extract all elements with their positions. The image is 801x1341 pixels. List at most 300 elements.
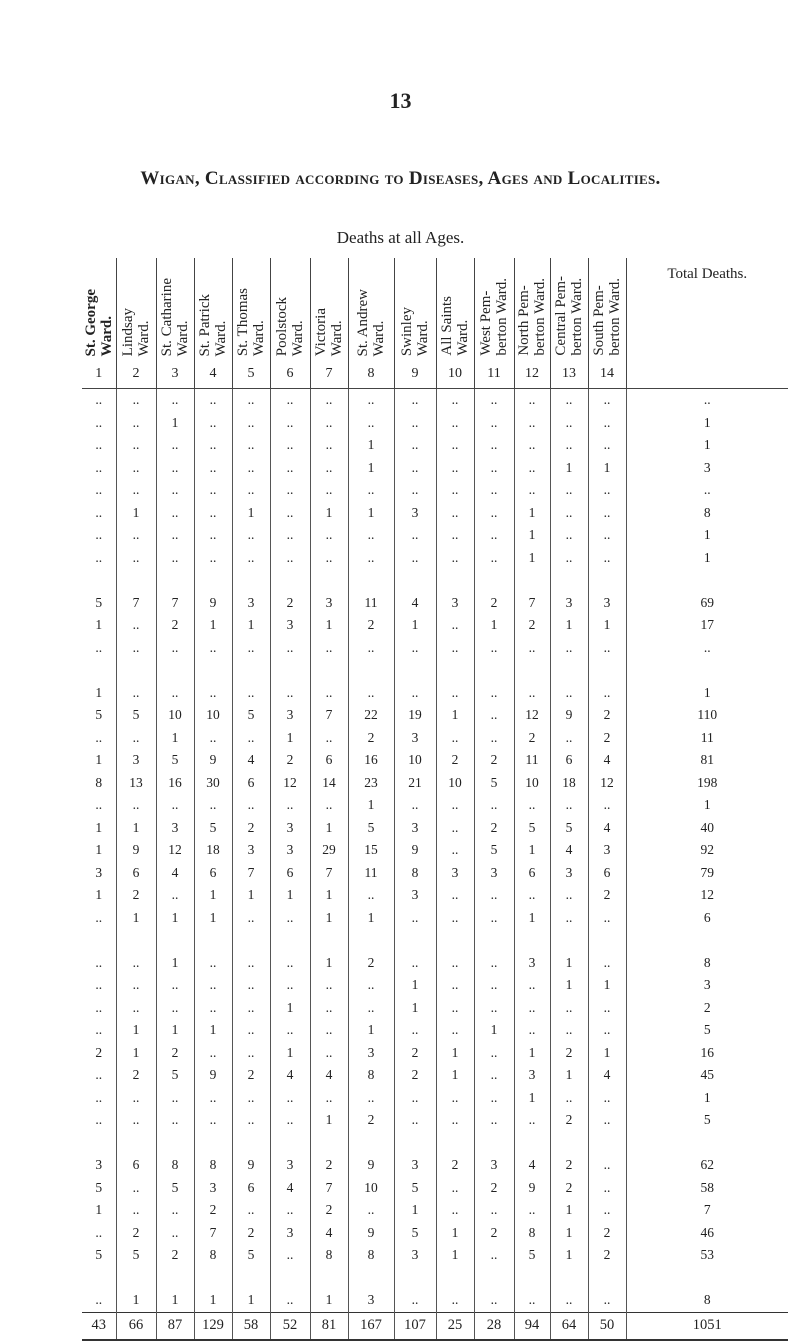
data-cell: .. (82, 1289, 116, 1312)
data-cell: .. (82, 1222, 116, 1245)
data-cell: .. (348, 412, 394, 435)
data-cell (270, 569, 310, 592)
data-cell: 3 (348, 1042, 394, 1065)
data-cell: .. (394, 1289, 436, 1312)
data-cell: 1 (310, 884, 348, 907)
data-cell: 1 (82, 682, 116, 705)
data-cell: .. (474, 389, 514, 412)
data-cell: 3 (232, 592, 270, 615)
data-cell: 2 (348, 727, 394, 750)
data-cell (588, 929, 626, 952)
data-cell: 9 (232, 1154, 270, 1177)
total-cell: 62 (700, 1157, 714, 1173)
data-cell: .. (270, 1244, 310, 1267)
data-cell (232, 569, 270, 592)
data-cell: 1 (232, 614, 270, 637)
data-cell: .. (474, 547, 514, 570)
data-cell: 4 (588, 817, 626, 840)
data-cell: 8 (310, 1244, 348, 1267)
data-cell: 2 (394, 1042, 436, 1065)
data-cell (310, 929, 348, 952)
data-cell: .. (474, 1042, 514, 1065)
data-cell (232, 1132, 270, 1155)
data-cell: .. (436, 1019, 474, 1042)
data-cell: .. (156, 1199, 194, 1222)
table-row (82, 704, 788, 727)
data-cell: .. (588, 1199, 626, 1222)
data-cell: .. (436, 1199, 474, 1222)
data-cell: 1 (348, 1019, 394, 1042)
data-cell: 3 (270, 704, 310, 727)
data-cell: .. (310, 457, 348, 480)
data-cell: .. (348, 1199, 394, 1222)
data-cell: 23 (348, 772, 394, 795)
data-cell (116, 569, 156, 592)
data-cell: .. (550, 547, 588, 570)
data-cell (82, 1132, 116, 1155)
column-header-ward-7 (310, 258, 348, 389)
data-cell: .. (588, 682, 626, 705)
table-subtitle: Deaths at all Ages. (336, 228, 465, 247)
data-cell: .. (156, 682, 194, 705)
data-cell: .. (232, 1087, 270, 1110)
data-cell: .. (232, 1109, 270, 1132)
data-cell: 2 (474, 1222, 514, 1245)
data-cell: 4 (394, 592, 436, 615)
data-cell: 1 (82, 839, 116, 862)
data-cell: 1 (232, 502, 270, 525)
data-cell: 4 (310, 1064, 348, 1087)
data-cell: 5 (156, 749, 194, 772)
data-cell: 3 (514, 952, 550, 975)
data-cell: 3 (232, 839, 270, 862)
data-cell: 1 (550, 974, 588, 997)
data-cell: .. (156, 457, 194, 480)
data-cell: 7 (156, 592, 194, 615)
data-cell: .. (394, 457, 436, 480)
column-header-ward-13 (550, 258, 588, 389)
data-cell: 3 (270, 614, 310, 637)
data-cell: 2 (436, 749, 474, 772)
data-cell: .. (194, 1042, 232, 1065)
data-cell (394, 569, 436, 592)
data-cell: .. (588, 907, 626, 930)
data-cell (310, 569, 348, 592)
data-cell (436, 1267, 474, 1290)
data-cell: 8 (514, 1222, 550, 1245)
data-cell: 1 (270, 884, 310, 907)
data-cell: .. (232, 637, 270, 660)
data-cell: .. (156, 974, 194, 997)
data-cell: 1 (116, 1019, 156, 1042)
data-cell: 5 (514, 1244, 550, 1267)
total-cell: 3 (703, 977, 711, 993)
data-cell (474, 1267, 514, 1290)
data-cell: 2 (550, 1154, 588, 1177)
data-cell: .. (588, 547, 626, 570)
total-cell: 92 (700, 842, 714, 858)
table-row (82, 389, 788, 412)
data-cell: .. (474, 682, 514, 705)
data-cell: 4 (588, 749, 626, 772)
data-cell: .. (116, 1109, 156, 1132)
data-cell: 14 (310, 772, 348, 795)
data-cell: 1 (82, 884, 116, 907)
data-cell: 10 (514, 772, 550, 795)
ward-number: 2 (132, 366, 140, 381)
data-cell: .. (588, 1109, 626, 1132)
total-cell: 81 (700, 752, 714, 768)
data-cell: 3 (82, 1154, 116, 1177)
table-row (82, 547, 788, 570)
table-row (82, 1019, 788, 1042)
data-cell: .. (394, 479, 436, 502)
total-cell: 8 (703, 954, 711, 970)
data-cell: 9 (194, 1064, 232, 1087)
data-cell (232, 659, 270, 682)
data-cell: .. (514, 884, 550, 907)
total-cell: 6 (703, 909, 711, 925)
data-cell: .. (550, 682, 588, 705)
table-row (82, 524, 788, 547)
data-cell (310, 1132, 348, 1155)
data-cell: .. (232, 682, 270, 705)
data-cell: 3 (514, 1064, 550, 1087)
data-cell: .. (474, 637, 514, 660)
data-cell: .. (194, 794, 232, 817)
data-cell: .. (82, 907, 116, 930)
data-cell (514, 569, 550, 592)
data-cell: 1 (550, 1199, 588, 1222)
data-cell: .. (588, 479, 626, 502)
data-cell: 1 (550, 1064, 588, 1087)
table-row (82, 727, 788, 750)
ward-name: Lindsay Ward. (120, 307, 152, 356)
data-cell: 1 (436, 704, 474, 727)
data-cell (436, 1132, 474, 1155)
data-cell: .. (474, 727, 514, 750)
total-cell: 53 (700, 1247, 714, 1263)
data-cell: 2 (588, 727, 626, 750)
ward-name: Victoria Ward. (313, 307, 345, 356)
table-row (82, 434, 788, 457)
data-cell (394, 1267, 436, 1290)
data-cell: .. (82, 412, 116, 435)
data-cell: 2 (348, 1109, 394, 1132)
data-cell (194, 929, 232, 952)
data-cell: .. (310, 389, 348, 412)
data-cell (550, 1267, 588, 1290)
total-cell: 5 (703, 1022, 711, 1038)
data-cell (550, 569, 588, 592)
data-cell: .. (514, 389, 550, 412)
data-cell: .. (156, 524, 194, 547)
data-cell: 1 (348, 907, 394, 930)
data-cell: .. (82, 502, 116, 525)
data-cell: 1 (194, 1019, 232, 1042)
ward-number: 6 (286, 366, 294, 381)
data-cell: .. (232, 524, 270, 547)
data-cell: 10 (194, 704, 232, 727)
total-cell: 17 (700, 617, 714, 633)
data-cell: 13 (116, 772, 156, 795)
data-cell: 11 (348, 592, 394, 615)
data-cell: 1 (514, 502, 550, 525)
data-cell: .. (436, 884, 474, 907)
total-cell: .. (703, 392, 711, 408)
data-cell: .. (310, 682, 348, 705)
data-cell: .. (116, 1177, 156, 1200)
data-cell: .. (436, 637, 474, 660)
data-cell (270, 929, 310, 952)
data-cell: 5 (232, 704, 270, 727)
data-cell: .. (588, 794, 626, 817)
column-header-ward-8 (348, 258, 394, 389)
data-cell: .. (514, 682, 550, 705)
data-cell: 12 (514, 704, 550, 727)
data-cell: .. (116, 997, 156, 1020)
data-cell: .. (116, 952, 156, 975)
data-cell: 1 (270, 727, 310, 750)
data-cell: .. (310, 1087, 348, 1110)
column-total: 81 (310, 1312, 348, 1340)
ward-name: Central Pem- berton Ward. (553, 276, 585, 356)
table-row (82, 1177, 788, 1200)
data-cell: .. (514, 479, 550, 502)
data-cell: .. (436, 614, 474, 637)
table-row (82, 1222, 788, 1245)
data-cell: .. (348, 479, 394, 502)
column-total: 43 (82, 1312, 116, 1340)
data-cell: .. (156, 479, 194, 502)
data-cell: 5 (474, 772, 514, 795)
total-cell: .. (703, 482, 711, 498)
data-cell (550, 929, 588, 952)
data-cell: .. (310, 434, 348, 457)
data-cell: .. (156, 997, 194, 1020)
data-cell: 1 (514, 1042, 550, 1065)
total-cell: 1 (703, 414, 711, 430)
data-cell: .. (550, 1019, 588, 1042)
column-total: 64 (550, 1312, 588, 1340)
data-cell: .. (194, 727, 232, 750)
data-cell: 5 (156, 1177, 194, 1200)
column-header-ward-11 (474, 258, 514, 389)
data-cell: 1 (436, 1244, 474, 1267)
data-cell: 2 (232, 817, 270, 840)
data-cell: .. (588, 502, 626, 525)
data-cell: .. (394, 952, 436, 975)
column-header-ward-9 (394, 258, 436, 389)
data-cell: .. (194, 637, 232, 660)
data-cell: .. (270, 524, 310, 547)
data-cell: .. (394, 524, 436, 547)
data-cell: 6 (232, 1177, 270, 1200)
data-cell: .. (436, 952, 474, 975)
data-cell: .. (474, 524, 514, 547)
table-row (82, 614, 788, 637)
data-cell: .. (550, 1087, 588, 1110)
table-row (82, 862, 788, 885)
total-cell: 16 (700, 1044, 714, 1060)
data-cell: .. (474, 1064, 514, 1087)
total-cell: 198 (697, 774, 718, 790)
data-cell: .. (550, 1289, 588, 1312)
table-row (82, 1042, 788, 1065)
data-cell: 1 (82, 1199, 116, 1222)
data-cell: .. (310, 479, 348, 502)
data-cell: 9 (116, 839, 156, 862)
column-header-ward-5 (232, 258, 270, 389)
column-total: 87 (156, 1312, 194, 1340)
data-cell: 1 (310, 502, 348, 525)
data-cell: 9 (514, 1177, 550, 1200)
data-cell: 1 (156, 1289, 194, 1312)
data-cell: .. (474, 704, 514, 727)
data-cell (116, 1267, 156, 1290)
data-cell: .. (550, 502, 588, 525)
ward-number: 3 (171, 366, 179, 381)
ward-name: South Pem- berton Ward. (591, 278, 623, 356)
data-cell: .. (116, 412, 156, 435)
data-cell: 1 (82, 614, 116, 637)
column-total: 50 (588, 1312, 626, 1340)
data-cell: 1 (474, 614, 514, 637)
total-cell: .. (703, 639, 711, 655)
data-cell: 7 (310, 1177, 348, 1200)
table-row (82, 749, 788, 772)
data-cell: 1 (270, 997, 310, 1020)
data-cell: 1 (514, 547, 550, 570)
data-cell: .. (82, 1019, 116, 1042)
data-cell (348, 929, 394, 952)
data-cell: .. (156, 884, 194, 907)
data-cell: .. (348, 637, 394, 660)
data-cell: .. (270, 1289, 310, 1312)
data-cell: 3 (270, 1222, 310, 1245)
data-cell: 3 (310, 592, 348, 615)
ward-name: St. Patrick Ward. (197, 293, 229, 356)
data-cell: .. (436, 389, 474, 412)
data-cell: .. (436, 974, 474, 997)
data-cell (514, 1267, 550, 1290)
data-cell: 1 (550, 1244, 588, 1267)
data-cell (156, 1267, 194, 1290)
data-cell: 6 (232, 772, 270, 795)
data-cell: 19 (394, 704, 436, 727)
total-cell: 69 (700, 594, 714, 610)
data-cell (270, 1132, 310, 1155)
data-cell: 7 (310, 704, 348, 727)
data-cell: .. (270, 682, 310, 705)
data-cell: 1 (194, 614, 232, 637)
table-row (82, 817, 788, 840)
data-cell: 5 (194, 817, 232, 840)
data-cell: .. (270, 1019, 310, 1042)
data-cell: 3 (436, 592, 474, 615)
data-cell: 3 (82, 862, 116, 885)
data-cell: 7 (310, 862, 348, 885)
data-cell (156, 929, 194, 952)
data-cell: .. (194, 682, 232, 705)
total-cell (626, 569, 788, 592)
data-cell: .. (156, 547, 194, 570)
data-cell: 5 (394, 1177, 436, 1200)
data-cell: .. (348, 682, 394, 705)
data-cell: .. (270, 1109, 310, 1132)
data-cell: 10 (348, 1177, 394, 1200)
data-cell: 1 (194, 1289, 232, 1312)
data-cell: .. (194, 457, 232, 480)
data-cell: 4 (588, 1064, 626, 1087)
data-cell: 1 (394, 997, 436, 1020)
data-cell (550, 1132, 588, 1155)
data-cell: .. (394, 547, 436, 570)
data-cell: .. (588, 1087, 626, 1110)
data-cell: 1 (348, 457, 394, 480)
data-cell: .. (550, 434, 588, 457)
ward-number: 13 (562, 366, 576, 381)
data-cell: .. (82, 794, 116, 817)
data-cell: .. (514, 974, 550, 997)
page-title (0, 168, 801, 190)
data-cell: .. (232, 907, 270, 930)
data-cell: .. (394, 412, 436, 435)
data-cell: .. (550, 389, 588, 412)
data-cell: 3 (270, 817, 310, 840)
data-cell: .. (474, 997, 514, 1020)
data-cell: .. (436, 907, 474, 930)
data-cell: .. (194, 547, 232, 570)
total-cell (626, 1267, 788, 1290)
data-cell: 2 (310, 1199, 348, 1222)
data-cell: 6 (194, 862, 232, 885)
data-cell: 6 (588, 862, 626, 885)
column-header-ward-1 (82, 258, 116, 389)
data-cell: .. (394, 389, 436, 412)
data-cell (232, 929, 270, 952)
ward-name: All Saints Ward. (439, 296, 471, 356)
data-cell: .. (82, 389, 116, 412)
data-cell: 6 (270, 862, 310, 885)
data-cell: .. (550, 479, 588, 502)
data-cell: .. (116, 1199, 156, 1222)
data-cell: 4 (514, 1154, 550, 1177)
ward-number: 10 (448, 366, 462, 381)
data-cell: 2 (348, 614, 394, 637)
data-cell: .. (82, 479, 116, 502)
data-cell: .. (310, 1019, 348, 1042)
data-cell (394, 929, 436, 952)
column-total: 167 (348, 1312, 394, 1340)
data-cell (550, 659, 588, 682)
data-cell: .. (82, 1087, 116, 1110)
data-cell: 5 (156, 1064, 194, 1087)
table-row (82, 1154, 788, 1177)
data-cell: .. (156, 1109, 194, 1132)
data-cell: 3 (436, 862, 474, 885)
data-cell: 2 (474, 817, 514, 840)
data-cell: .. (156, 1087, 194, 1110)
data-cell: 1 (116, 817, 156, 840)
ward-number: 9 (411, 366, 419, 381)
data-cell: 5 (116, 1244, 156, 1267)
data-cell: .. (270, 1087, 310, 1110)
header-row (82, 258, 788, 389)
data-cell (394, 1132, 436, 1155)
data-cell: 3 (270, 839, 310, 862)
data-cell: .. (474, 884, 514, 907)
